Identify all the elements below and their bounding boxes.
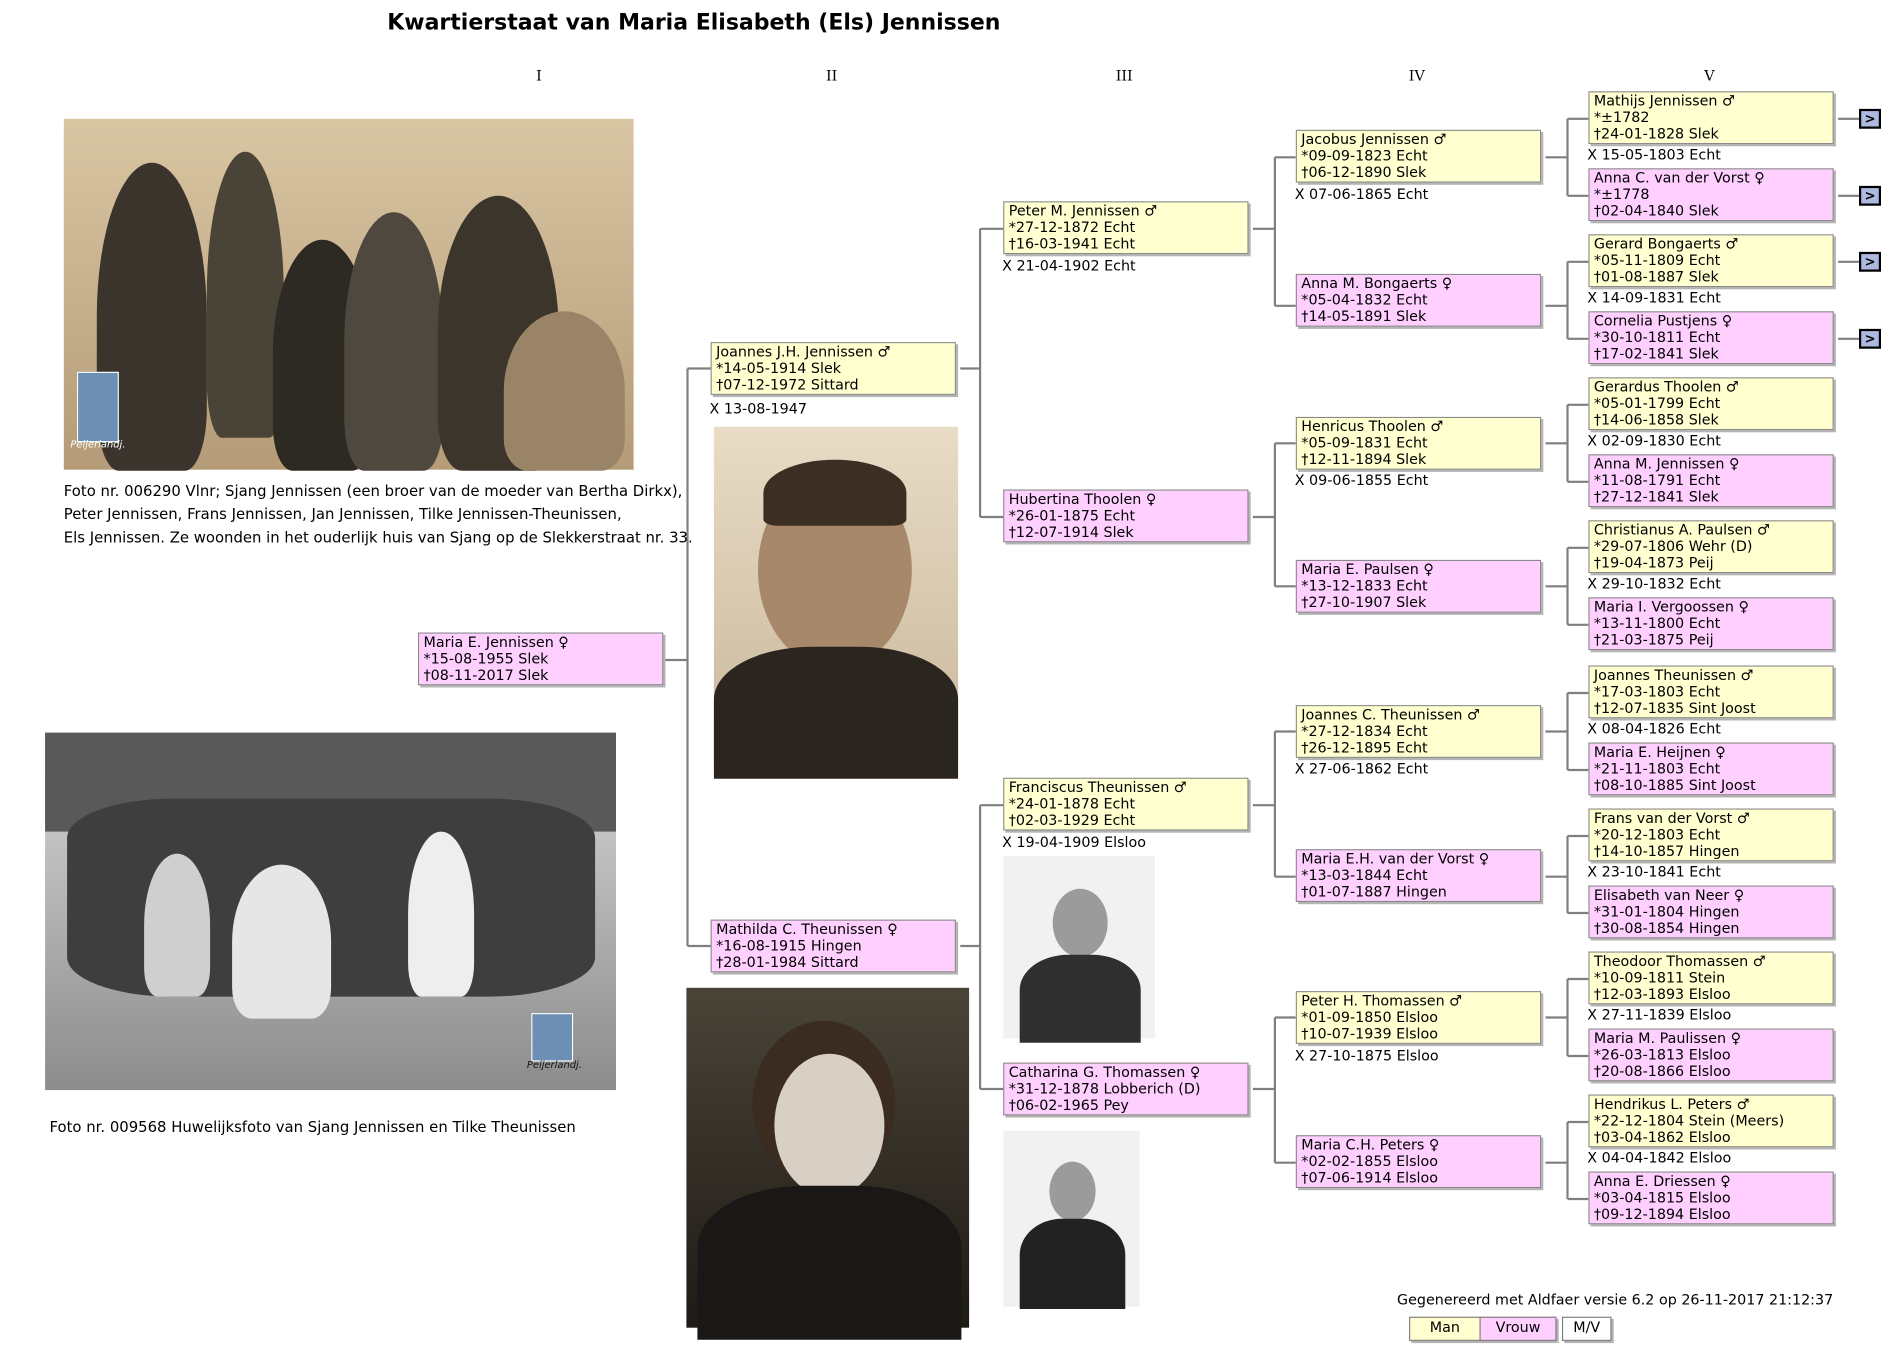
person-box[interactable] [1588, 597, 1833, 650]
page-title: Kwartierstaat van Maria Elisabeth (Els) Jennissen [387, 8, 1001, 36]
person-name: Anna M. Bongaerts ♀ [1301, 276, 1453, 293]
person-death: †08-11-2017 Slek [423, 667, 549, 685]
portrait-photo [1003, 856, 1155, 1039]
person-box[interactable] [711, 342, 956, 395]
person-birth: *09-09-1823 Echt [1301, 148, 1428, 165]
person-death: †28-01-1984 Sittard [716, 954, 859, 972]
person-birth: *±1778 [1593, 187, 1650, 204]
person-birth: *01-09-1850 Elsloo [1301, 1009, 1439, 1027]
person-box[interactable] [1296, 1135, 1541, 1188]
person-death: †20-08-1866 Elsloo [1593, 1063, 1731, 1081]
next-generation-button[interactable]: > [1859, 109, 1881, 129]
marriage-date: X 02-09-1830 Echt [1587, 433, 1721, 450]
marriage-date: X 19-04-1909 Elsloo [1002, 834, 1147, 852]
wedding-photo [45, 733, 616, 1090]
person-death: †06-02-1965 Pey [1008, 1097, 1129, 1115]
person-birth: *27-12-1872 Echt [1008, 220, 1136, 237]
person-name: Maria E. Paulsen ♀ [1301, 562, 1434, 579]
person-death: †02-03-1929 Echt [1008, 812, 1136, 830]
generation-header-3: III [1115, 68, 1133, 85]
person-death: †01-07-1887 Hingen [1301, 884, 1447, 901]
family-photo [64, 119, 634, 470]
person-death: †26-12-1895 Echt [1301, 740, 1428, 757]
person-name: Theodoor Thomassen ♂ [1593, 953, 1766, 971]
person-name: Joannes C. Theunissen ♂ [1301, 707, 1480, 724]
generation-header-4: IV [1408, 68, 1425, 85]
photo-caption-line: Peter Jennissen, Frans Jennissen, Jan Jennissen, Tilke Jennissen-Theunissen, [63, 506, 622, 524]
portrait-photo [714, 427, 958, 765]
watermark-logo [77, 372, 119, 442]
person-name: Mathilda C. Theunissen ♀ [716, 921, 898, 939]
person-death: †08-10-1885 Sint Joost [1593, 777, 1756, 795]
marriage-date: X 07-06-1865 Echt [1294, 187, 1429, 204]
person-birth: *11-08-1791 Echt [1593, 473, 1721, 490]
person-name: Gerard Bongaerts ♂ [1593, 236, 1739, 253]
watermark-label: Peijerlandj. [70, 440, 126, 451]
person-name: Peter M. Jennissen ♂ [1008, 203, 1158, 220]
watermark-label: Peijerlandj. [526, 1060, 582, 1072]
person-birth: *30-10-1811 Echt [1593, 330, 1721, 347]
person-name: Maria E. Jennissen ♀ [423, 634, 569, 652]
legend-man: Man [1409, 1317, 1481, 1341]
photo-caption-line: Els Jennissen. Ze woonden in het ouderlijk huis van Sjang op de Slekkerstraat nr. 33. [63, 529, 693, 547]
marriage-date: X 27-10-1875 Elsloo [1294, 1048, 1439, 1065]
person-name: Elisabeth van Neer ♀ [1593, 887, 1745, 905]
person-birth: *17-03-1803 Echt [1593, 684, 1721, 701]
person-box[interactable] [418, 633, 663, 686]
person-birth: *24-01-1878 Echt [1008, 796, 1136, 813]
person-name: Joannes Theunissen ♂ [1593, 667, 1754, 685]
person-name: Joannes J.H. Jennissen ♂ [716, 344, 891, 361]
next-generation-button[interactable]: > [1859, 186, 1881, 206]
legend-vrouw: Vrouw [1480, 1317, 1557, 1341]
legend-mv: M/V [1562, 1317, 1612, 1341]
person-birth: *16-08-1915 Hingen [716, 938, 862, 955]
person-death: †12-11-1894 Slek [1301, 452, 1427, 469]
person-birth: *15-08-1955 Slek [423, 651, 549, 668]
person-death: †27-10-1907 Slek [1301, 595, 1427, 612]
person-name: Maria I. Vergoossen ♀ [1593, 599, 1749, 616]
person-box[interactable] [1588, 666, 1833, 719]
person-birth: *05-01-1799 Echt [1593, 396, 1721, 413]
person-box[interactable] [1003, 1063, 1248, 1116]
person-birth: *22-12-1804 Stein (Meers) [1593, 1113, 1785, 1130]
marriage-date: X 21-04-1902 Echt [1002, 258, 1136, 275]
person-name: Anna C. van der Vorst ♀ [1593, 170, 1765, 187]
person-box[interactable] [1003, 201, 1248, 254]
person-birth: *29-07-1806 Wehr (D) [1593, 539, 1753, 556]
person-death: †17-02-1841 Slek [1593, 346, 1719, 363]
person-box[interactable] [1296, 274, 1541, 327]
person-box[interactable] [1588, 952, 1833, 1005]
person-box[interactable] [1588, 1095, 1833, 1148]
marriage-date: X 08-04-1826 Echt [1587, 721, 1721, 739]
person-birth: *26-03-1813 Elsloo [1593, 1047, 1731, 1064]
person-name: Mathijs Jennissen ♂ [1593, 93, 1735, 110]
person-death: †30-08-1854 Hingen [1593, 920, 1740, 938]
portrait-photo [686, 988, 969, 1328]
next-generation-button[interactable]: > [1859, 329, 1881, 349]
generator-footer: Gegenereerd met Aldfaer versie 6.2 op 26-11-2017 21:12:37 [1397, 1292, 1834, 1309]
person-death: †16-03-1941 Echt [1008, 236, 1136, 253]
person-birth: *13-12-1833 Echt [1301, 578, 1428, 596]
person-death: †12-03-1893 Elsloo [1593, 986, 1731, 1004]
person-birth: *31-01-1804 Hingen [1593, 904, 1740, 921]
person-birth: *05-09-1831 Echt [1301, 435, 1428, 453]
person-death: †19-04-1873 Peij [1593, 555, 1714, 572]
person-box[interactable] [1003, 490, 1248, 543]
person-box[interactable] [1588, 1172, 1833, 1225]
person-name: Maria C.H. Peters ♀ [1301, 1137, 1440, 1154]
person-death: †07-12-1972 Sittard [716, 377, 859, 394]
person-box[interactable] [1003, 778, 1248, 831]
person-name: Anna E. Driessen ♀ [1593, 1173, 1731, 1191]
person-death: †09-12-1894 Elsloo [1593, 1206, 1731, 1224]
person-birth: *05-04-1832 Echt [1301, 292, 1428, 310]
marriage-date: X 13-08-1947 [709, 401, 807, 418]
marriage-date: X 27-06-1862 Echt [1294, 761, 1429, 778]
person-birth: *26-01-1875 Echt [1008, 508, 1136, 525]
person-birth: *±1782 [1593, 110, 1650, 127]
person-death: †01-08-1887 Slek [1593, 269, 1719, 286]
person-box[interactable] [711, 920, 956, 973]
person-name: Catharina G. Thomassen ♀ [1008, 1064, 1201, 1082]
person-box[interactable] [1588, 743, 1833, 796]
person-box[interactable] [1588, 234, 1833, 287]
person-box[interactable] [1296, 849, 1541, 902]
person-box[interactable] [1296, 705, 1541, 758]
person-box[interactable] [1296, 130, 1541, 183]
person-birth: *31-12-1878 Lobberich (D) [1008, 1081, 1201, 1098]
person-birth: *10-09-1811 Stein [1593, 970, 1726, 987]
person-name: Cornelia Pustjens ♀ [1593, 313, 1733, 330]
person-death: †24-01-1828 Slek [1593, 126, 1719, 143]
person-death: †14-06-1858 Slek [1593, 412, 1719, 429]
person-death: †02-04-1840 Slek [1593, 203, 1719, 220]
marriage-date: X 09-06-1855 Echt [1294, 473, 1429, 490]
marriage-date: X 04-04-1842 Elsloo [1587, 1150, 1732, 1168]
generation-header-5: V [1704, 68, 1715, 85]
person-death: †14-05-1891 Slek [1301, 309, 1427, 326]
person-birth: *02-02-1855 Elsloo [1301, 1153, 1439, 1171]
person-birth: *21-11-1803 Echt [1593, 761, 1721, 778]
marriage-date: X 15-05-1803 Echt [1587, 147, 1721, 164]
person-box[interactable] [1588, 1029, 1833, 1082]
person-box[interactable] [1296, 991, 1541, 1044]
person-death: †12-07-1835 Sint Joost [1593, 700, 1756, 718]
person-box[interactable] [1296, 560, 1541, 613]
person-death: †14-10-1857 Hingen [1593, 843, 1740, 861]
person-box[interactable] [1588, 377, 1833, 430]
person-name: Franciscus Theunissen ♂ [1008, 779, 1187, 797]
person-name: Peter H. Thomassen ♂ [1301, 993, 1463, 1010]
marriage-date: X 14-09-1831 Echt [1587, 290, 1721, 307]
marriage-date: X 27-11-1839 Elsloo [1587, 1007, 1732, 1025]
person-box[interactable] [1588, 91, 1833, 144]
person-death: †21-03-1875 Peij [1593, 632, 1714, 649]
person-box[interactable] [1588, 168, 1833, 221]
person-box[interactable] [1588, 886, 1833, 939]
person-name: Maria M. Paulissen ♀ [1593, 1030, 1742, 1048]
person-death: †12-07-1914 Slek [1008, 524, 1134, 542]
watermark-logo [531, 1013, 573, 1061]
person-death: †03-04-1862 Elsloo [1593, 1129, 1731, 1147]
portrait-photo [1003, 1131, 1139, 1307]
person-death: †06-12-1890 Slek [1301, 165, 1427, 182]
person-death: †07-06-1914 Elsloo [1301, 1170, 1439, 1187]
person-birth: *20-12-1803 Echt [1593, 827, 1721, 844]
generation-header-1: I [536, 68, 542, 85]
person-name: Anna M. Jennissen ♀ [1593, 456, 1740, 473]
next-generation-button[interactable]: > [1859, 252, 1881, 272]
person-box[interactable] [1588, 311, 1833, 364]
photo-caption-line: Foto nr. 006290 Vlnr; Sjang Jennissen (een broer van de moeder van Bertha Dirkx), [63, 482, 683, 501]
marriage-date: X 29-10-1832 Echt [1587, 576, 1721, 593]
person-birth: *13-03-1844 Echt [1301, 867, 1428, 885]
person-birth: *27-12-1834 Echt [1301, 723, 1428, 741]
person-name: Jacobus Jennissen ♂ [1301, 132, 1447, 149]
person-box[interactable] [1296, 417, 1541, 470]
person-birth: *14-05-1914 Slek [716, 360, 842, 378]
person-name: Maria E.H. van der Vorst ♀ [1301, 851, 1490, 868]
person-death: †10-07-1939 Elsloo [1301, 1026, 1439, 1043]
person-name: Gerardus Thoolen ♂ [1593, 379, 1739, 396]
person-name: Hendrikus L. Peters ♂ [1593, 1096, 1750, 1114]
marriage-date: X 23-10-1841 Echt [1587, 864, 1721, 882]
person-name: Henricus Thoolen ♂ [1301, 419, 1444, 436]
person-death: †27-12-1841 Slek [1593, 489, 1719, 506]
person-birth: *13-11-1800 Echt [1593, 616, 1721, 633]
person-box[interactable] [1588, 520, 1833, 573]
person-name: Hubertina Thoolen ♀ [1008, 491, 1157, 509]
person-box[interactable] [1588, 809, 1833, 862]
photo-caption: Foto nr. 009568 Huwelijksfoto van Sjang Jennissen en Tilke Theunissen [49, 1118, 576, 1137]
person-name: Maria E. Heijnen ♀ [1593, 744, 1726, 762]
person-name: Christianus A. Paulsen ♂ [1593, 522, 1770, 539]
person-name: Frans van der Vorst ♂ [1593, 810, 1750, 828]
person-box[interactable] [1588, 454, 1833, 507]
person-birth: *05-11-1809 Echt [1593, 253, 1721, 270]
generation-header-2: II [825, 68, 838, 85]
person-birth: *03-04-1815 Elsloo [1593, 1190, 1731, 1207]
